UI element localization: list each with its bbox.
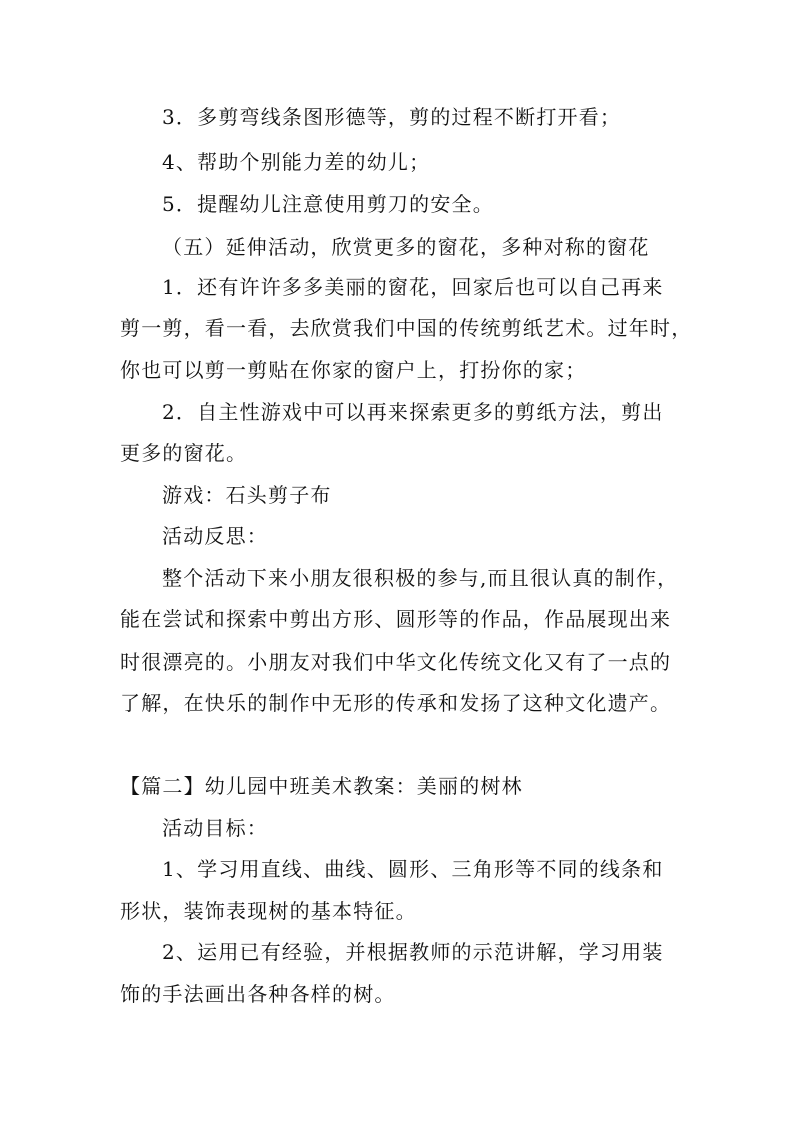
list-item-3: 3．多剪弯线条图形德等，剪的过程不断打开看； [162,105,622,129]
paragraph-line: 整个活动下来小朋友很积极的参与,而且很认真的制作， [162,566,679,590]
list-item-5: 5．提醒幼儿注意使用剪刀的安全。 [162,192,494,216]
chapter-title: 【篇二】幼儿园中班美术教案：美丽的树林 [120,774,523,798]
paragraph-line: 你也可以剪一剪贴在你家的窗户上，打扮你的家； [120,358,587,382]
paragraph-line: 1．还有许许多多美丽的窗花，回家后也可以自己再来 [162,275,664,299]
paragraph-line: 了解，在快乐的制作中无形的传承和发扬了这种文化遗产。 [120,691,672,715]
paragraph-line: 更多的窗花。 [120,441,248,465]
paragraph-line: 形状，装饰表现树的基本特征。 [120,899,417,923]
list-item-4: 4、帮助个别能力差的幼儿； [162,150,431,174]
paragraph-line: 饰的手法画出各种各样的树。 [120,982,396,1006]
paragraph-line: 剪一剪，看一看，去欣赏我们中国的传统剪纸艺术。过年时， [120,316,693,340]
paragraph-line: 2．自主性游戏中可以再来探索更多的剪纸方法，剪出 [162,400,664,424]
objective-item-2: 2、运用已有经验，并根据教师的示范讲解，学习用装 [162,940,664,964]
reflection-heading: 活动反思： [162,524,268,548]
game-label: 游戏：石头剪子布 [162,483,332,507]
paragraph-line: 能在尝试和探索中剪出方形、圆形等的作品，作品展现出来 [120,607,672,631]
objectives-heading: 活动目标： [162,816,268,840]
paragraph-line: 时很漂亮的。小朋友对我们中华文化传统文化又有了一点的 [120,650,672,674]
section-heading-extension: （五）延伸活动，欣赏更多的窗花，多种对称的窗花 [162,235,650,259]
objective-item-1: 1、学习用直线、曲线、圆形、三角形等不同的线条和 [162,857,664,881]
